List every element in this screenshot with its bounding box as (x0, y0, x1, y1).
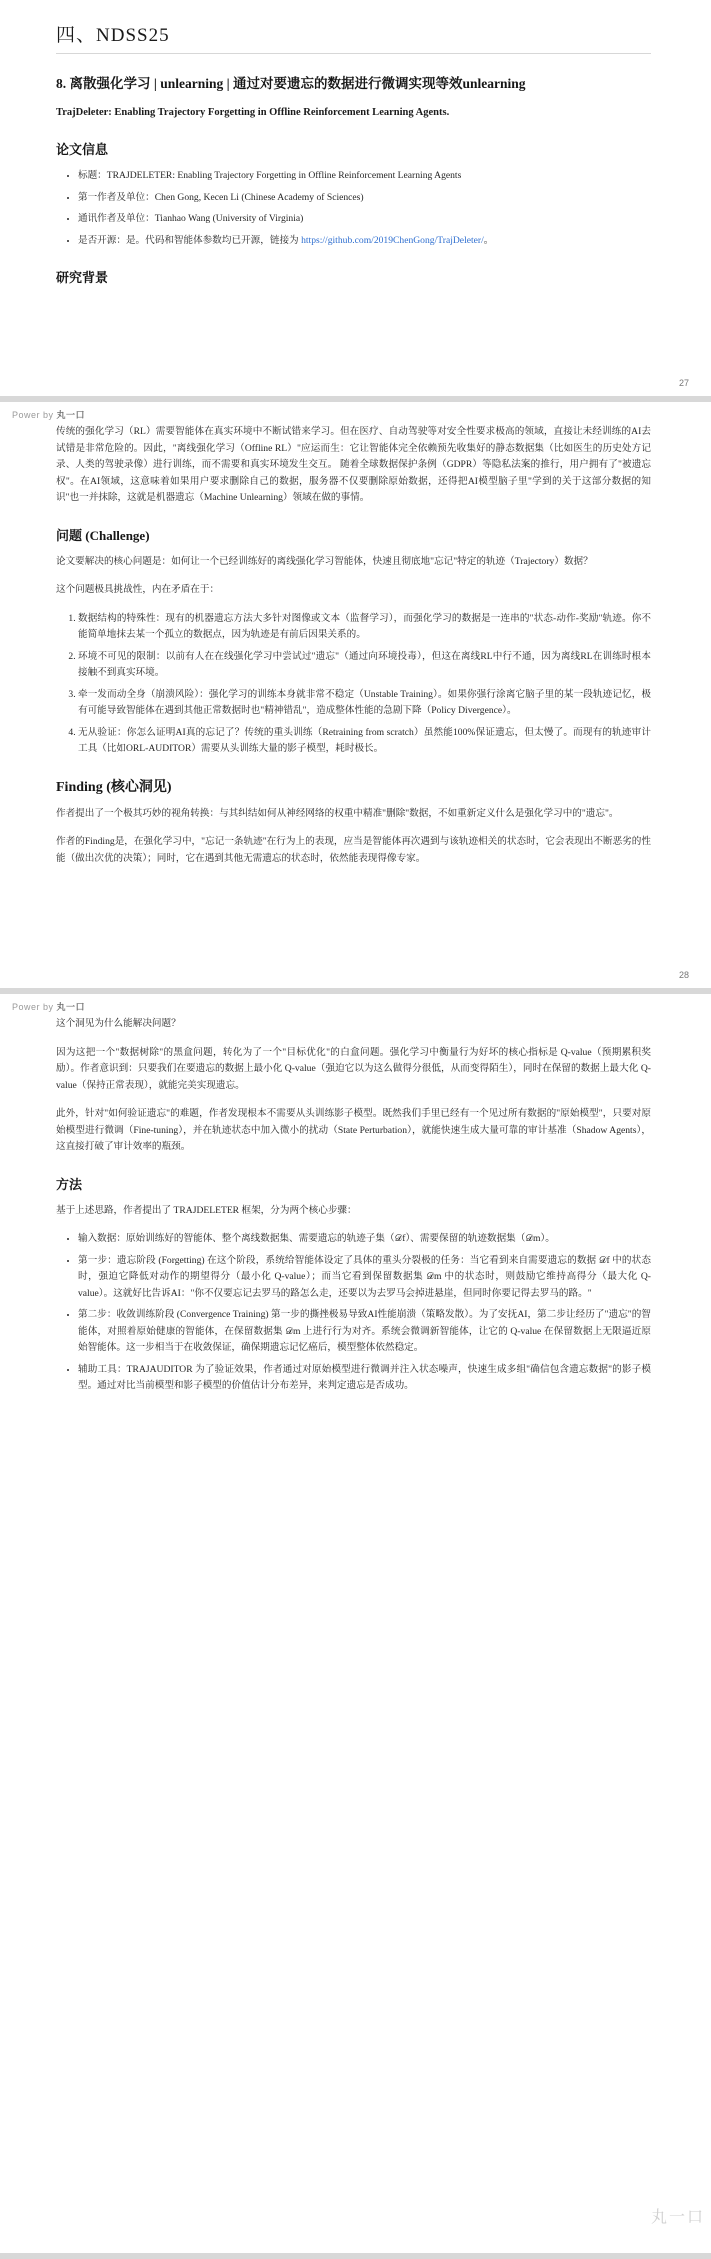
method-intro: 基于上述思路，作者提出了 TRAJDELETER 框架，分为两个核心步骤： (56, 1204, 357, 1216)
method-heading: 方法 (56, 1176, 83, 1192)
background-heading: 研究背景 (56, 270, 109, 286)
why-paragraph-2: 此外，针对"如何验证遗忘"的难题，作者发现根本不需要从头训练影子模型。既然我们手里已经有一个见过所有数据的"原始模型"，只要对原始模型进行微调（Fine-tuning），并在轨迹状态中加入微小的扰动（State Perturbation），就能快速生成大量可靠的审计基准（Shadow Agents），这直接打破了审计效率的瓶颈。 (56, 1108, 651, 1152)
watermark (12, 408, 85, 421)
watermark-prefix: Power by (12, 410, 54, 420)
finding-paragraph-2: 作者的Finding是，在强化学习中，"忘记一条轨迹"在行为上的表现，应当是智能体再次遇到与该轨迹相关的状态时，它会表现出不断恶劣的性能（做出次优的决策）；同时，它在遇到其他无需遗忘的状态时，依然能表现得像专家。 (56, 836, 651, 864)
challenge-list (56, 611, 651, 758)
challenge-heading: 问题 (Challenge) (56, 527, 150, 543)
watermark (12, 1000, 85, 1013)
section-title: 8. 离散强化学习 | unlearning | 通过对要遗忘的数据进行微调实现等效unlearning (56, 76, 526, 91)
method-list (56, 1231, 651, 1395)
finding-paragraph-1: 作者提出了一个极其巧妙的视角转换：与其纠结如何从神经网络的权重中精准"删除"数据，不如重新定义什么是强化学习中的"遗忘"。 (56, 807, 619, 819)
challenge-subintro: 这个问题极具挑战性，内在矛盾在于： (56, 584, 220, 595)
list-item: 4. 无从验证：你怎么证明AI真的忘记了？传统的重头训练（Retraining from scratch）虽然能100%保证遗忘，但太慢了。而现有的轨迹审计工具（比如ORL-AUDITOR）需要从头训练大量的影子模型，耗时极长。 (78, 725, 651, 758)
list-item: • 通讯作者及单位：Tianhao Wang (University of Virginia) (78, 211, 651, 228)
page-number: 28 (678, 970, 689, 980)
list-item: • 辅助工具：TRAJAUDITOR 为了验证效果，作者通过对原始模型进行微调并注入状态噪声，快速生成多组"确信包含遗忘数据"的影子模型。通过对比当前模型和影子模型的价值估计分布差异，来判定遗忘是否成功。 (78, 1362, 651, 1395)
finding-heading: Finding (核心洞见) (56, 779, 172, 795)
background-paragraph: 传统的强化学习（RL）需要智能体在真实环境中不断试错来学习。但在医疗、自动驾驶等对安全性要求极高的领域，直接让未经训练的AI去试错是非常危险的。因此，"离线强化学习（Offline RL）"应运而生：它让智能体完全依赖预先收集好的静态数据集（比如医生的历史处方记录、人类的驾驶录像）进行训练，而不需要和真实环境发生交互。 随着全球数据保护条例（GDPR）等隐私法案的推行，用户拥有了"被遗忘权"。在AI领域，这意味着如果用户要求删除自己的数据，服务器不仅要删除原始数据，还得把AI模型脑子里"学到的关于这部分数据的知识"也一并抹除，这就是机器遗忘（Machine Unlearning）领域在做的事情。 (56, 426, 651, 503)
paper-info-heading: 论文信息 (56, 142, 109, 158)
watermark-name: 丸一口 (56, 410, 86, 420)
watermark-prefix: Power by (12, 1002, 54, 1012)
list-item: 3. 牵一发而动全身（崩溃风险）：强化学习的训练本身就非常不稳定（Unstable Training）。如果你强行涂离它脑子里的某一段轨迹记忆，极有可能导致智能体在遇到其他正常数据时也"精神错乱"，造成整体性能的急剧下降（Policy Divergence）。 (78, 687, 651, 720)
corner-watermark: 丸一口 (650, 2209, 705, 2226)
watermark-name: 丸一口 (56, 1002, 86, 1012)
list-item: • 第一作者及单位：Chen Gong, Kecen Li (Chinese Academy of Sciences) (78, 190, 651, 207)
document-page-1 (0, 0, 711, 396)
list-item: • 输入数据：原始训练好的智能体、整个离线数据集、需要遗忘的轨迹子集（𝒟f）、需要保留的轨迹数据集（𝒟m）。 (78, 1231, 651, 1248)
page-title: 四、NDSS25 (56, 25, 170, 46)
paper-info-list (56, 168, 651, 249)
why-question: 这个洞见为什么能解决问题？ (56, 1018, 181, 1029)
document-page-2 (0, 402, 711, 988)
paper-title: TrajDeleter: Enabling Trajectory Forgetting in Offline Reinforcement Learning Agents. (56, 106, 450, 118)
list-item: • 是否开源：是。代码和智能体参数均已开源，链接为 https://github.com/2019ChenGong/TrajDeleter/。 (78, 233, 651, 250)
page-number: 27 (678, 378, 689, 388)
list-item: • 第二步：收敛训练阶段 (Convergence Training) 第一步的撕挫极易导致AI性能崩溃（策略发散）。为了安抚AI，第二步让经历了"遗忘"的智能体，对照着原始健康的智能体，在保留数据集 𝒟m 上进行行为对齐。系统会微调新智能体，让它的 Q-value 在保留数据上无限逼近原始智能体。这一步相当于在收敛保证，确保期遗忘记忆癌后，模型整体依然稳定。 (78, 1307, 651, 1357)
challenge-intro: 论文要解决的核心问题是：如何让一个已经训练好的离线强化学习智能体，快速且彻底地"忘记"特定的轨迹（Trajectory）数据？ (56, 555, 593, 567)
list-item: 2. 环境不可见的限制：以前有人在在线强化学习中尝试过"遗忘"（通过向环境投毒），但这在离线RL中行不通，因为离线RL在训练时根本接触不到真实环境。 (78, 649, 651, 682)
document-page-3 (0, 994, 711, 2253)
title-divider (56, 53, 651, 54)
list-item: • 第一步：遗忘阶段 (Forgetting) 在这个阶段，系统给智能体设定了具体的重头分裂极的任务：当它看到来自需要遗忘的数据 𝒟f 中的状态时，强迫它降低对动作的期望得分（最小化 Q-value）；而当它看到保留数据集 𝒟m 中的状态时，则鼓励它维持高得分（最大化 Q-value）。这就好比告诉AI："你不仅要忘记去罗马的路怎么走，还要以为去罗马会掉进悬崖，但同时你要记得去罗马的路。" (78, 1253, 651, 1303)
list-item: 1. 数据结构的特殊性：现有的机器遗忘方法大多针对图像或文本（监督学习），而强化学习的数据是一连串的"状态-动作-奖励"轨迹。你不能简单地抹去某一个孤立的数据点，因为轨迹是有前后因果关系的。 (78, 611, 651, 644)
repo-link[interactable]: https://github.com/2019ChenGong/TrajDeleter/ (301, 234, 484, 246)
why-paragraph-1: 因为这把一个"数据树除"的黑盒问题，转化为了一个"目标优化"的白盒问题。强化学习中衡量行为好坏的核心指标是 Q-value（预期累积奖励）。作者意识到：只要我们在要遗忘的数据上最小化 Q-value（强迫它以为这么做得分很低，从而变得陌生），同时在保留的数据上最大化 Q-value（保持正常表现），就能完美实现遗忘。 (56, 1046, 651, 1091)
list-item: • 标题：TRAJDELETER: Enabling Trajectory Forgetting in Offline Reinforcement Learning Agents (78, 168, 651, 185)
